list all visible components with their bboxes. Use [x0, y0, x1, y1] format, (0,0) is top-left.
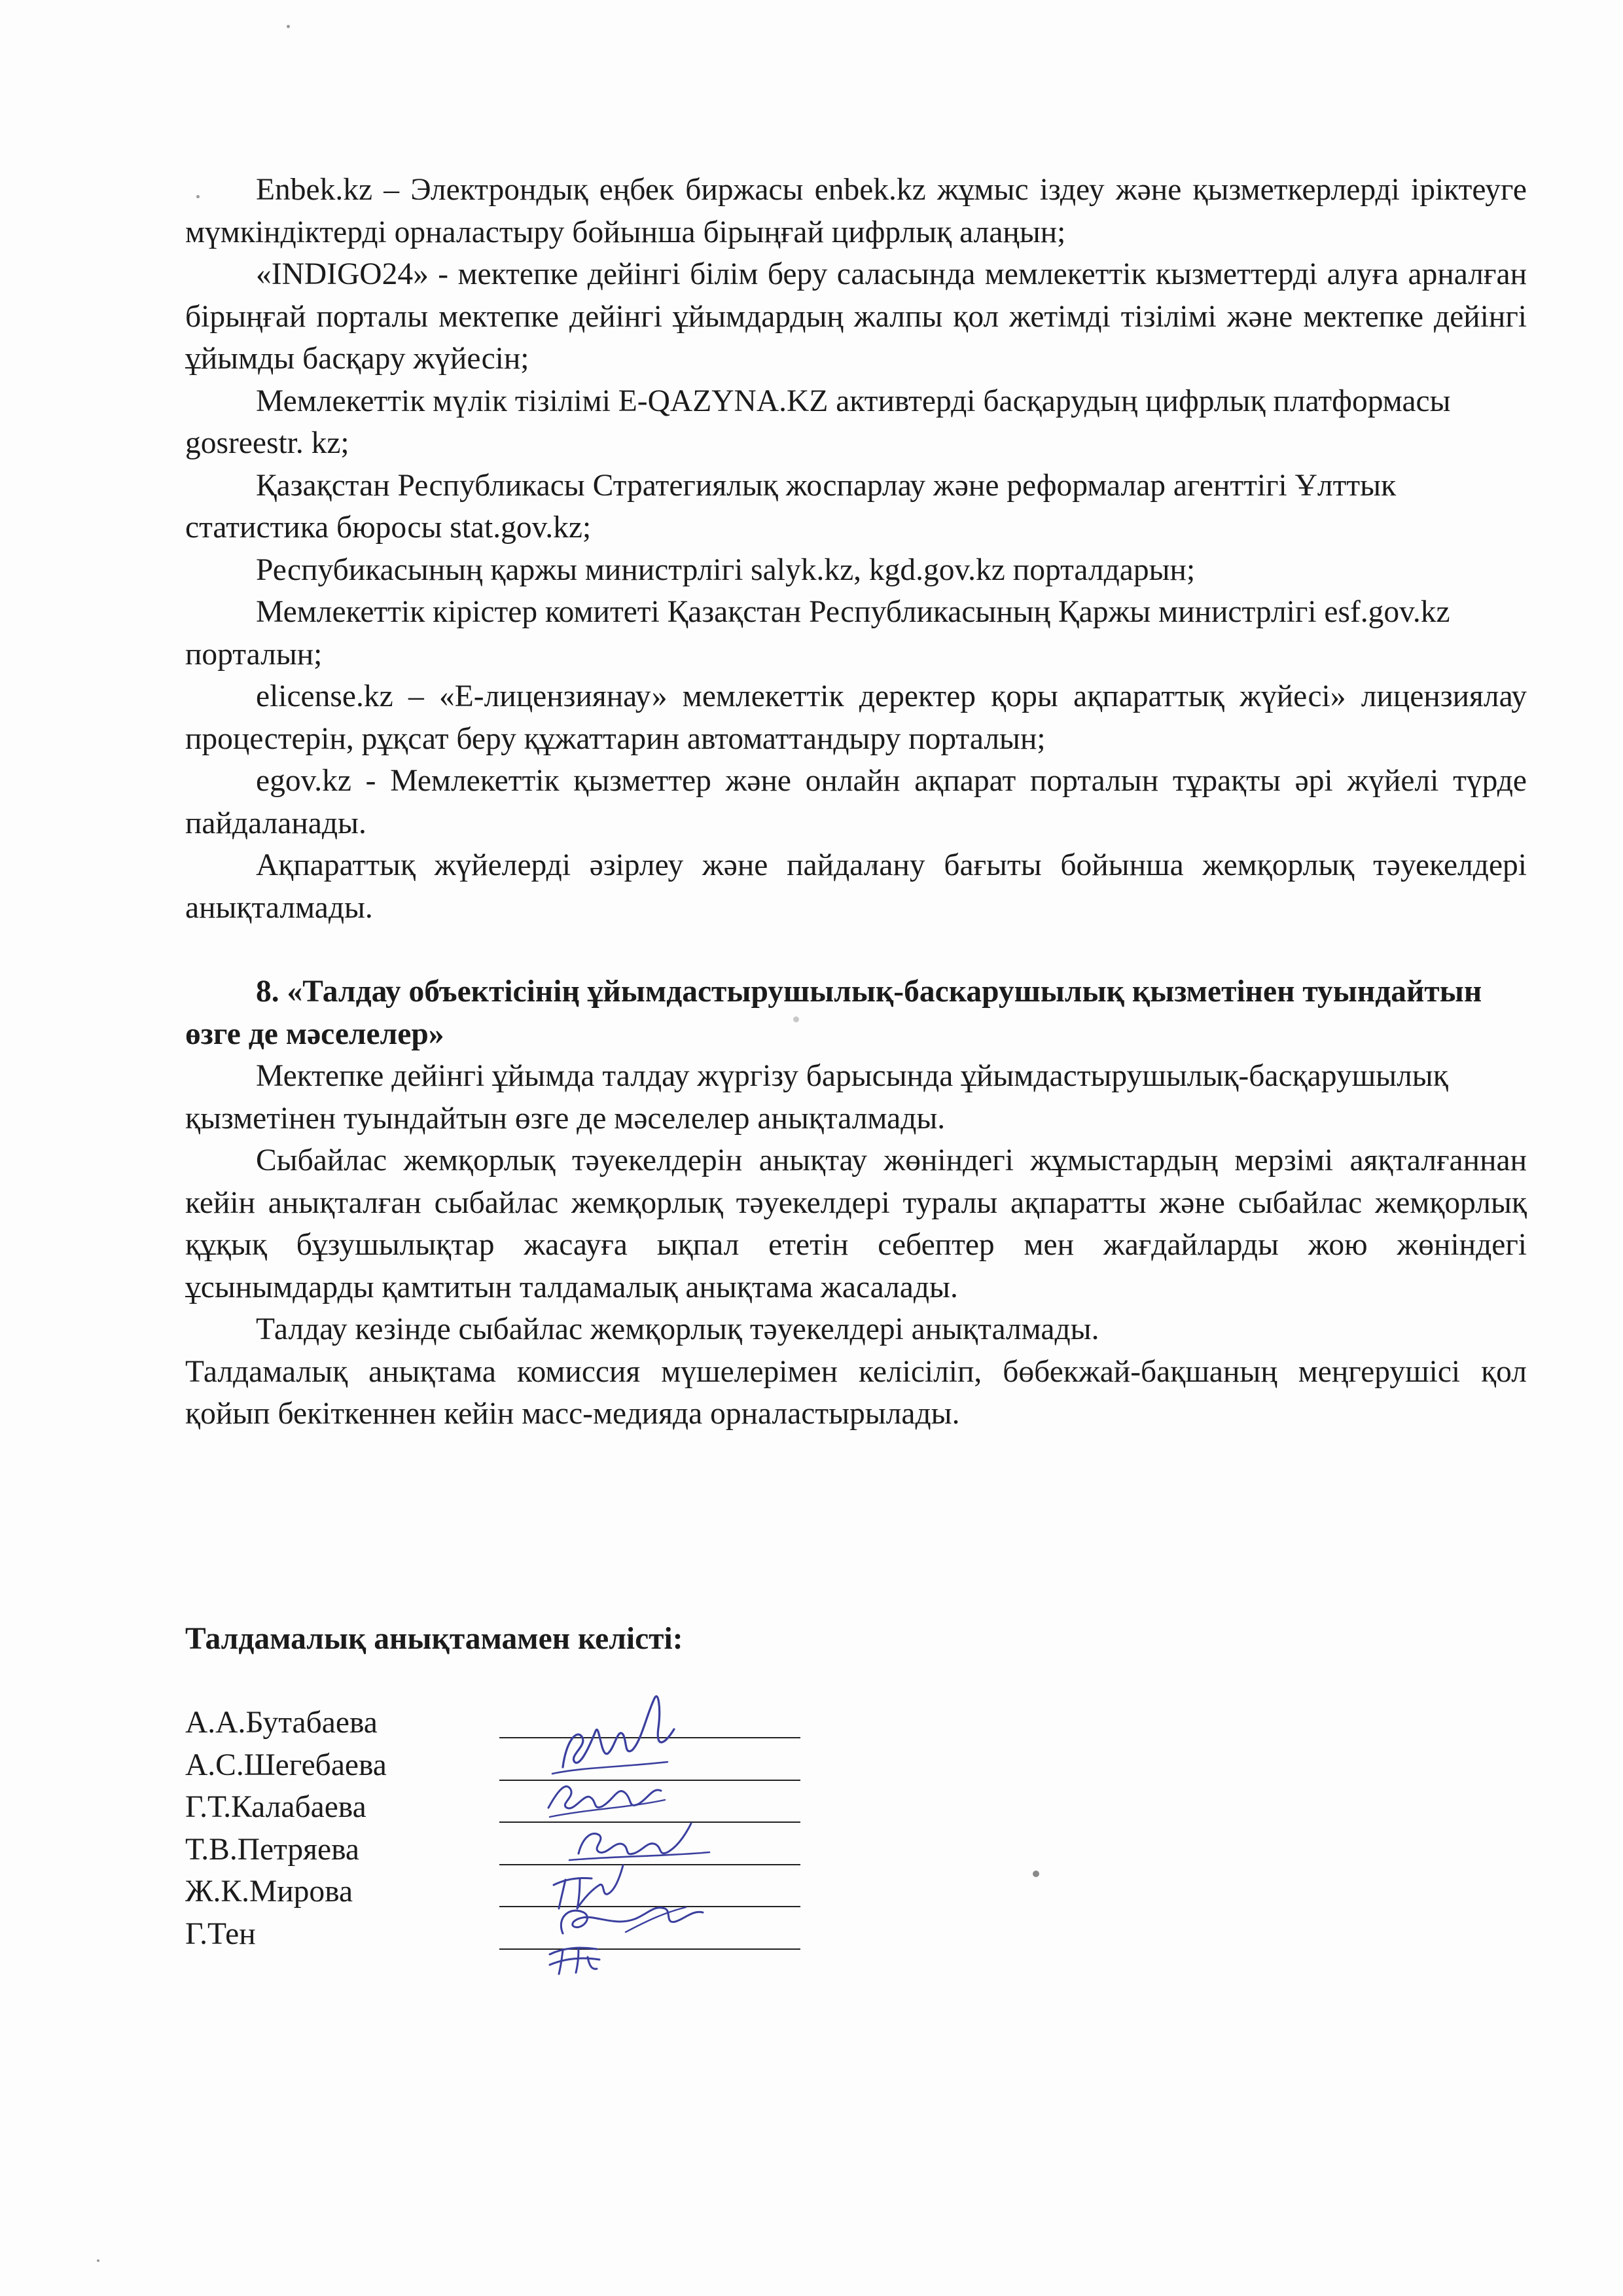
- scan-speck: [287, 25, 290, 28]
- paragraph-enbek: Enbek.kz – Электрондық еңбек биржасы enbek.kz жұмыс іздеу және қызметкерлерді іріктеуге мүмкіндіктерді орналастыру бойынша бірыңғай цифрлық алаңын;: [185, 173, 1527, 249]
- scan-speck: [97, 2259, 99, 2262]
- scan-speck: [1033, 1871, 1039, 1877]
- agreed-title: Талдамалық анықтамамен келісті:: [185, 1622, 683, 1656]
- signature-kalabaeva: [579, 1823, 691, 1854]
- signature-petryaeva: [554, 1865, 623, 1909]
- signatory-name: Г.Т.Калабаева: [185, 1790, 366, 1824]
- paragraph-esf-gov: Мемлекеттік кірістер комитеті Қазақстан Республикасының Қаржы министрлігі esf.gov.kz порталын;: [185, 595, 1450, 672]
- paragraph-egov: egov.kz - Мемлекеттік қызметтер және онлайн ақпарат порталын тұрақты әрі жүйелі түрде пайдаланады.: [185, 764, 1527, 840]
- signature-shegebaeva: [548, 1786, 661, 1808]
- signature-butabaeva: [563, 1696, 674, 1767]
- signatory-name: Т.В.Петряева: [185, 1832, 359, 1867]
- closing-paragraph: Талдамалық анықтама комиссия мүшелерімен келісіліп, бөбекжай-бақшаның меңгерушісі қол қойып бекіткеннен кейін масс-медияда орналастырылады.: [185, 1354, 1527, 1431]
- paragraph-e-qazyna: Мемлекеттік мүлік тізілімі E-QAZYNA.KZ активтерді басқарудың цифрлық платформасы gosreestr. kz;: [185, 384, 1451, 460]
- paragraph-elicense: elicense.kz – «Е-лицензиянау» мемлекеттік деректер қоры ақпараттық жүйесі» лицензиялау процестерін, рұқсат беру құжаттарин автоматтандыру порталын;: [185, 679, 1527, 756]
- signature-ten: [550, 1948, 599, 1974]
- section-paragraph-3: Талдау кезінде сыбайлас жемқорлық тәуекелдері анықталмады.: [256, 1312, 1099, 1346]
- paragraph-gap: [185, 929, 1527, 971]
- signatory-name: А.А.Бутабаева: [185, 1706, 378, 1740]
- section-paragraph-2: Сыбайлас жемқорлық тәуекелдерін анықтау жөніндегі жұмыстардың мерзімі аяқталғаннан кейін анықталған сыбайлас жемқорлық тәуекелдері туралы ақпаратты және сыбайлас жемқорлық құқық бұзушылықтар жасауға ықпал ететін себептер мен жағдайларды жою жөніндегі ұсынымдарды қамтитын талдамалық анықтама жасалады.: [185, 1143, 1527, 1304]
- section-heading: 8. «Талдау объектісінің ұйымдастырушылық-баскарушылық қызметінен туындайтын өзге де мәселелер»: [185, 975, 1482, 1051]
- paragraph-indigo24: «INDIGO24» - мектепке дейінгі білім беру саласында мемлекеттік кызметтерді алуға арналған бірыңғай порталы мектепке дейінгі ұйымдардың жалпы қол жетімді тізілімі және мектепке дейінгі ұйымды басқару жүйесін;: [185, 257, 1527, 376]
- signature-kalabaeva: [569, 1852, 709, 1860]
- paragraph-stat-gov: Қазақстан Республикасы Стратегиялық жоспарлау және реформалар агенттігі Ұлттык статистика бюросы stat.gov.kz;: [185, 468, 1397, 545]
- signatory-name: Г.Тен: [185, 1916, 256, 1951]
- handwritten-signatures: [537, 1669, 838, 1977]
- signatory-name: Ж.К.Мирова: [185, 1874, 353, 1909]
- signatory-name: А.С.Шегебаева: [185, 1748, 387, 1782]
- paragraph-info-systems: Ақпараттық жүйелерді әзірлеу және пайдалану бағыты бойынша жемқорлық тәуекелдері анықталмады.: [185, 848, 1527, 925]
- signature-ink: [548, 1696, 709, 1974]
- signature-butabaeva: [552, 1762, 668, 1774]
- section-paragraph-1: Мектепке дейінгі ұйымда талдау жүргізу барысында ұйымдастырушылық-басқарушылық қызметінен туындайтын өзге де мәселелер анықталмады.: [185, 1059, 1448, 1136]
- body-text: [185, 169, 1527, 1435]
- paragraph-salyk: Респубикасының қаржы министрлігі salyk.kz, kgd.gov.kz порталдарын;: [256, 552, 1196, 587]
